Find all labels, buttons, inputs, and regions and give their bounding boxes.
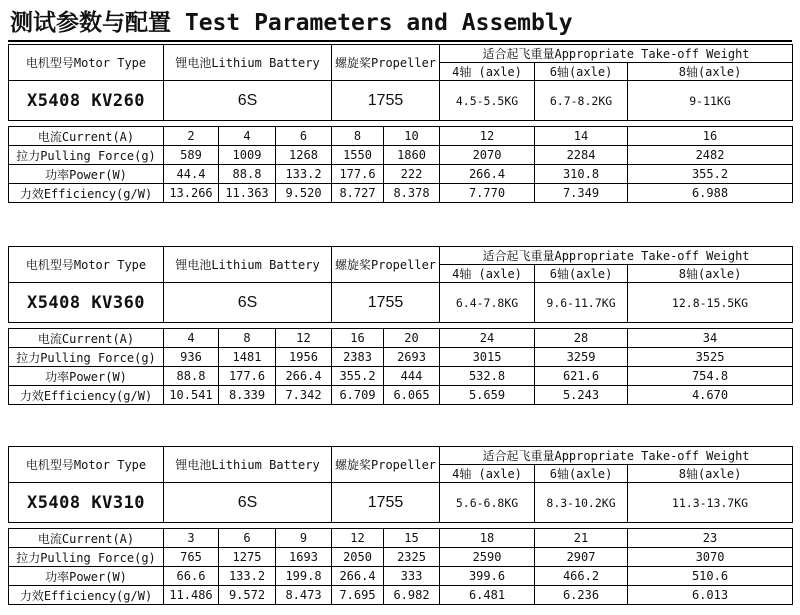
axle6-header: 6轴(axle) (535, 265, 628, 283)
motor-type-header: 电机型号Motor Type (9, 447, 164, 483)
propeller-value: 1755 (332, 81, 440, 121)
cell-efficiency: 7.770 (440, 184, 535, 203)
table-row-pulling (9, 146, 793, 165)
table-row-efficiency (9, 386, 793, 405)
cell-pulling: 1550 (332, 146, 384, 165)
row-label-pulling: 拉力Pulling Force(g) (9, 548, 164, 567)
page-title: 测试参数与配置 Test Parameters and Assembly (8, 6, 792, 42)
cell-efficiency: 6.982 (384, 586, 440, 605)
spec-table (8, 246, 793, 405)
cell-current: 16 (628, 127, 793, 146)
cell-efficiency: 6.481 (440, 586, 535, 605)
axle6-header: 6轴(axle) (535, 465, 628, 483)
cell-power: 621.6 (535, 367, 628, 386)
cell-efficiency: 4.670 (628, 386, 793, 405)
cell-efficiency: 9.572 (219, 586, 276, 605)
row-label-current: 电流Current(A) (9, 127, 164, 146)
cell-efficiency: 6.988 (628, 184, 793, 203)
table-row-power (9, 567, 793, 586)
cell-current: 12 (276, 329, 332, 348)
cell-current: 14 (535, 127, 628, 146)
cell-pulling: 2590 (440, 548, 535, 567)
cell-pulling: 1009 (219, 146, 276, 165)
battery-value: 6S (164, 483, 332, 523)
row-label-pulling: 拉力Pulling Force(g) (9, 348, 164, 367)
cell-current: 34 (628, 329, 793, 348)
cell-current: 20 (384, 329, 440, 348)
cell-power: 532.8 (440, 367, 535, 386)
cell-efficiency: 13.266 (164, 184, 219, 203)
cell-power: 266.4 (276, 367, 332, 386)
takeoff-header: 适合起飞重量Appropriate Take-off Weight (440, 247, 793, 265)
table-row-efficiency (9, 586, 793, 605)
table-row-power (9, 367, 793, 386)
cell-current: 2 (164, 127, 219, 146)
cell-efficiency: 8.473 (276, 586, 332, 605)
cell-current: 23 (628, 529, 793, 548)
cell-power: 466.2 (535, 567, 628, 586)
cell-efficiency: 10.541 (164, 386, 219, 405)
battery-header: 锂电池Lithium Battery (164, 447, 332, 483)
row-label-power: 功率Power(W) (9, 567, 164, 586)
propeller-value: 1755 (332, 483, 440, 523)
cell-pulling: 2325 (384, 548, 440, 567)
cell-pulling: 1860 (384, 146, 440, 165)
row-label-efficiency: 力效Efficiency(g/W) (9, 386, 164, 405)
cell-power: 355.2 (332, 367, 384, 386)
cell-pulling: 2907 (535, 548, 628, 567)
cell-current: 28 (535, 329, 628, 348)
cell-pulling: 1956 (276, 348, 332, 367)
battery-header: 锂电池Lithium Battery (164, 45, 332, 81)
motor-model: X5408 KV360 (9, 283, 164, 323)
cell-efficiency: 8.339 (219, 386, 276, 405)
cell-pulling: 2482 (628, 146, 793, 165)
cell-efficiency: 6.709 (332, 386, 384, 405)
cell-current: 8 (332, 127, 384, 146)
cell-pulling: 2693 (384, 348, 440, 367)
axle4-header: 4轴 (axle) (440, 265, 535, 283)
axle4-header: 4轴 (axle) (440, 63, 535, 81)
cell-current: 10 (384, 127, 440, 146)
cell-power: 266.4 (440, 165, 535, 184)
propeller-value: 1755 (332, 283, 440, 323)
cell-current: 15 (384, 529, 440, 548)
cell-power: 133.2 (219, 567, 276, 586)
cell-pulling: 1481 (219, 348, 276, 367)
cell-efficiency: 11.486 (164, 586, 219, 605)
cell-current: 4 (219, 127, 276, 146)
takeoff-6axle: 8.3-10.2KG (535, 483, 628, 523)
cell-current: 4 (164, 329, 219, 348)
takeoff-6axle: 9.6-11.7KG (535, 283, 628, 323)
cell-current: 6 (276, 127, 332, 146)
cell-current: 6 (219, 529, 276, 548)
cell-current: 24 (440, 329, 535, 348)
axle8-header: 8轴(axle) (628, 63, 793, 81)
cell-pulling: 2284 (535, 146, 628, 165)
cell-current: 3 (164, 529, 219, 548)
axle6-header: 6轴(axle) (535, 63, 628, 81)
cell-current: 8 (219, 329, 276, 348)
table-row-current (9, 127, 793, 146)
table-row-pulling (9, 348, 793, 367)
row-label-power: 功率Power(W) (9, 367, 164, 386)
takeoff-8axle: 11.3-13.7KG (628, 483, 793, 523)
cell-power: 333 (384, 567, 440, 586)
cell-pulling: 3525 (628, 348, 793, 367)
cell-efficiency: 8.378 (384, 184, 440, 203)
table-row-current (9, 329, 793, 348)
row-label-efficiency: 力效Efficiency(g/W) (9, 586, 164, 605)
cell-power: 510.6 (628, 567, 793, 586)
takeoff-4axle: 5.6-6.8KG (440, 483, 535, 523)
row-label-pulling: 拉力Pulling Force(g) (9, 146, 164, 165)
spec-table (8, 44, 793, 203)
cell-pulling: 3015 (440, 348, 535, 367)
cell-power: 66.6 (164, 567, 219, 586)
takeoff-8axle: 9-11KG (628, 81, 793, 121)
cell-efficiency: 6.236 (535, 586, 628, 605)
cell-efficiency: 5.659 (440, 386, 535, 405)
cell-current: 12 (332, 529, 384, 548)
cell-efficiency: 7.695 (332, 586, 384, 605)
motor-type-header: 电机型号Motor Type (9, 247, 164, 283)
propeller-header: 螺旋桨Propeller (332, 247, 440, 283)
cell-power: 266.4 (332, 567, 384, 586)
cell-power: 310.8 (535, 165, 628, 184)
cell-current: 16 (332, 329, 384, 348)
cell-pulling: 936 (164, 348, 219, 367)
axle8-header: 8轴(axle) (628, 265, 793, 283)
cell-efficiency: 8.727 (332, 184, 384, 203)
cell-pulling: 2383 (332, 348, 384, 367)
cell-power: 444 (384, 367, 440, 386)
table-row-pulling (9, 548, 793, 567)
cell-power: 177.6 (219, 367, 276, 386)
axle8-header: 8轴(axle) (628, 465, 793, 483)
cell-power: 222 (384, 165, 440, 184)
propeller-header: 螺旋桨Propeller (332, 447, 440, 483)
cell-pulling: 765 (164, 548, 219, 567)
cell-power: 133.2 (276, 165, 332, 184)
cell-pulling: 2050 (332, 548, 384, 567)
takeoff-header: 适合起飞重量Appropriate Take-off Weight (440, 45, 793, 63)
cell-pulling: 1693 (276, 548, 332, 567)
spec-table (8, 446, 793, 605)
cell-efficiency: 9.520 (276, 184, 332, 203)
battery-header: 锂电池Lithium Battery (164, 247, 332, 283)
cell-pulling: 3070 (628, 548, 793, 567)
cell-efficiency: 11.363 (219, 184, 276, 203)
takeoff-4axle: 6.4-7.8KG (440, 283, 535, 323)
table-row-current (9, 529, 793, 548)
cell-pulling: 589 (164, 146, 219, 165)
cell-power: 355.2 (628, 165, 793, 184)
cell-pulling: 1268 (276, 146, 332, 165)
cell-power: 88.8 (164, 367, 219, 386)
cell-power: 44.4 (164, 165, 219, 184)
takeoff-8axle: 12.8-15.5KG (628, 283, 793, 323)
cell-pulling: 2070 (440, 146, 535, 165)
cell-current: 9 (276, 529, 332, 548)
cell-efficiency: 5.243 (535, 386, 628, 405)
cell-current: 18 (440, 529, 535, 548)
cell-pulling: 1275 (219, 548, 276, 567)
takeoff-4axle: 4.5-5.5KG (440, 81, 535, 121)
cell-power: 754.8 (628, 367, 793, 386)
cell-efficiency: 7.349 (535, 184, 628, 203)
cell-power: 399.6 (440, 567, 535, 586)
table-row-power (9, 165, 793, 184)
cell-current: 12 (440, 127, 535, 146)
row-label-power: 功率Power(W) (9, 165, 164, 184)
cell-efficiency: 6.013 (628, 586, 793, 605)
battery-value: 6S (164, 81, 332, 121)
propeller-header: 螺旋桨Propeller (332, 45, 440, 81)
motor-model: X5408 KV260 (9, 81, 164, 121)
row-label-efficiency: 力效Efficiency(g/W) (9, 184, 164, 203)
motor-model: X5408 KV310 (9, 483, 164, 523)
row-label-current: 电流Current(A) (9, 529, 164, 548)
cell-efficiency: 6.065 (384, 386, 440, 405)
row-label-current: 电流Current(A) (9, 329, 164, 348)
table-row-efficiency (9, 184, 793, 203)
cell-power: 88.8 (219, 165, 276, 184)
cell-efficiency: 7.342 (276, 386, 332, 405)
cell-current: 21 (535, 529, 628, 548)
motor-type-header: 电机型号Motor Type (9, 45, 164, 81)
battery-value: 6S (164, 283, 332, 323)
takeoff-header: 适合起飞重量Appropriate Take-off Weight (440, 447, 793, 465)
axle4-header: 4轴 (axle) (440, 465, 535, 483)
cell-power: 177.6 (332, 165, 384, 184)
takeoff-6axle: 6.7-8.2KG (535, 81, 628, 121)
cell-pulling: 3259 (535, 348, 628, 367)
cell-power: 199.8 (276, 567, 332, 586)
